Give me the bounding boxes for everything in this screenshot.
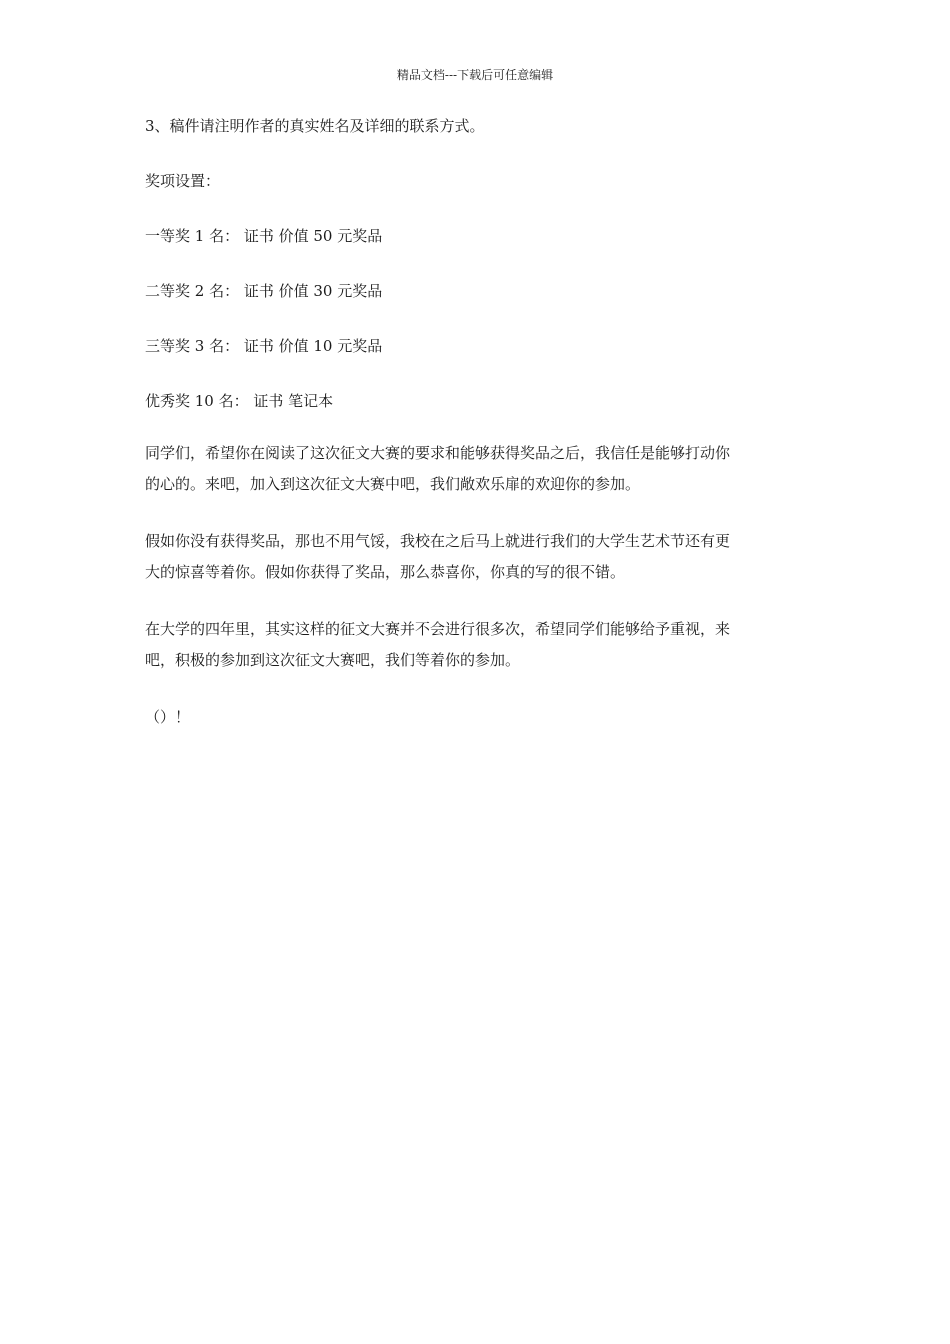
paragraph-four-years <box>145 614 805 676</box>
page-header: 精品文档---下载后可任意编辑 <box>396 68 554 82</box>
award-third-prize: 三等奖 3 名： 证书 价值 10 元奖品 <box>145 337 383 355</box>
paragraph-line: 在大学的四年里，其实这样的征文大赛并不会进行很多次，希望同学们能够给予重视，来 <box>145 620 731 638</box>
awards-heading: 奖项设置： <box>145 172 221 190</box>
paragraph-line: 大的惊喜等着你。假如你获得了奖品，那么恭喜你，你真的写的很不错。 <box>145 563 626 581</box>
paragraph-line: 同学们，希望你在阅读了这次征文大赛的要求和能够获得奖品之后，我信任是能够打动你 <box>145 444 731 462</box>
submission-note: 3、稿件请注明作者的真实姓名及详细的联系方式。 <box>145 117 485 135</box>
paragraph-line: 吧，积极的参加到这次征文大赛吧，我们等着你的参加。 <box>145 651 521 669</box>
paragraph-line: 假如你没有获得奖品，那也不用气馁，我校在之后马上就进行我们的大学生艺术节还有更 <box>145 532 731 550</box>
closing-mark: （）！ <box>145 708 191 726</box>
award-excellence-prize: 优秀奖 10 名： 证书 笔记本 <box>145 392 334 410</box>
paragraph-no-prize <box>145 526 805 588</box>
paragraph-encouragement <box>145 438 805 500</box>
award-first-prize: 一等奖 1 名： 证书 价值 50 元奖品 <box>145 227 383 245</box>
award-second-prize: 二等奖 2 名： 证书 价值 30 元奖品 <box>145 282 383 300</box>
paragraph-line: 的心的。来吧，加入到这次征文大赛中吧，我们敞欢乐扉的欢迎你的参加。 <box>145 475 641 493</box>
